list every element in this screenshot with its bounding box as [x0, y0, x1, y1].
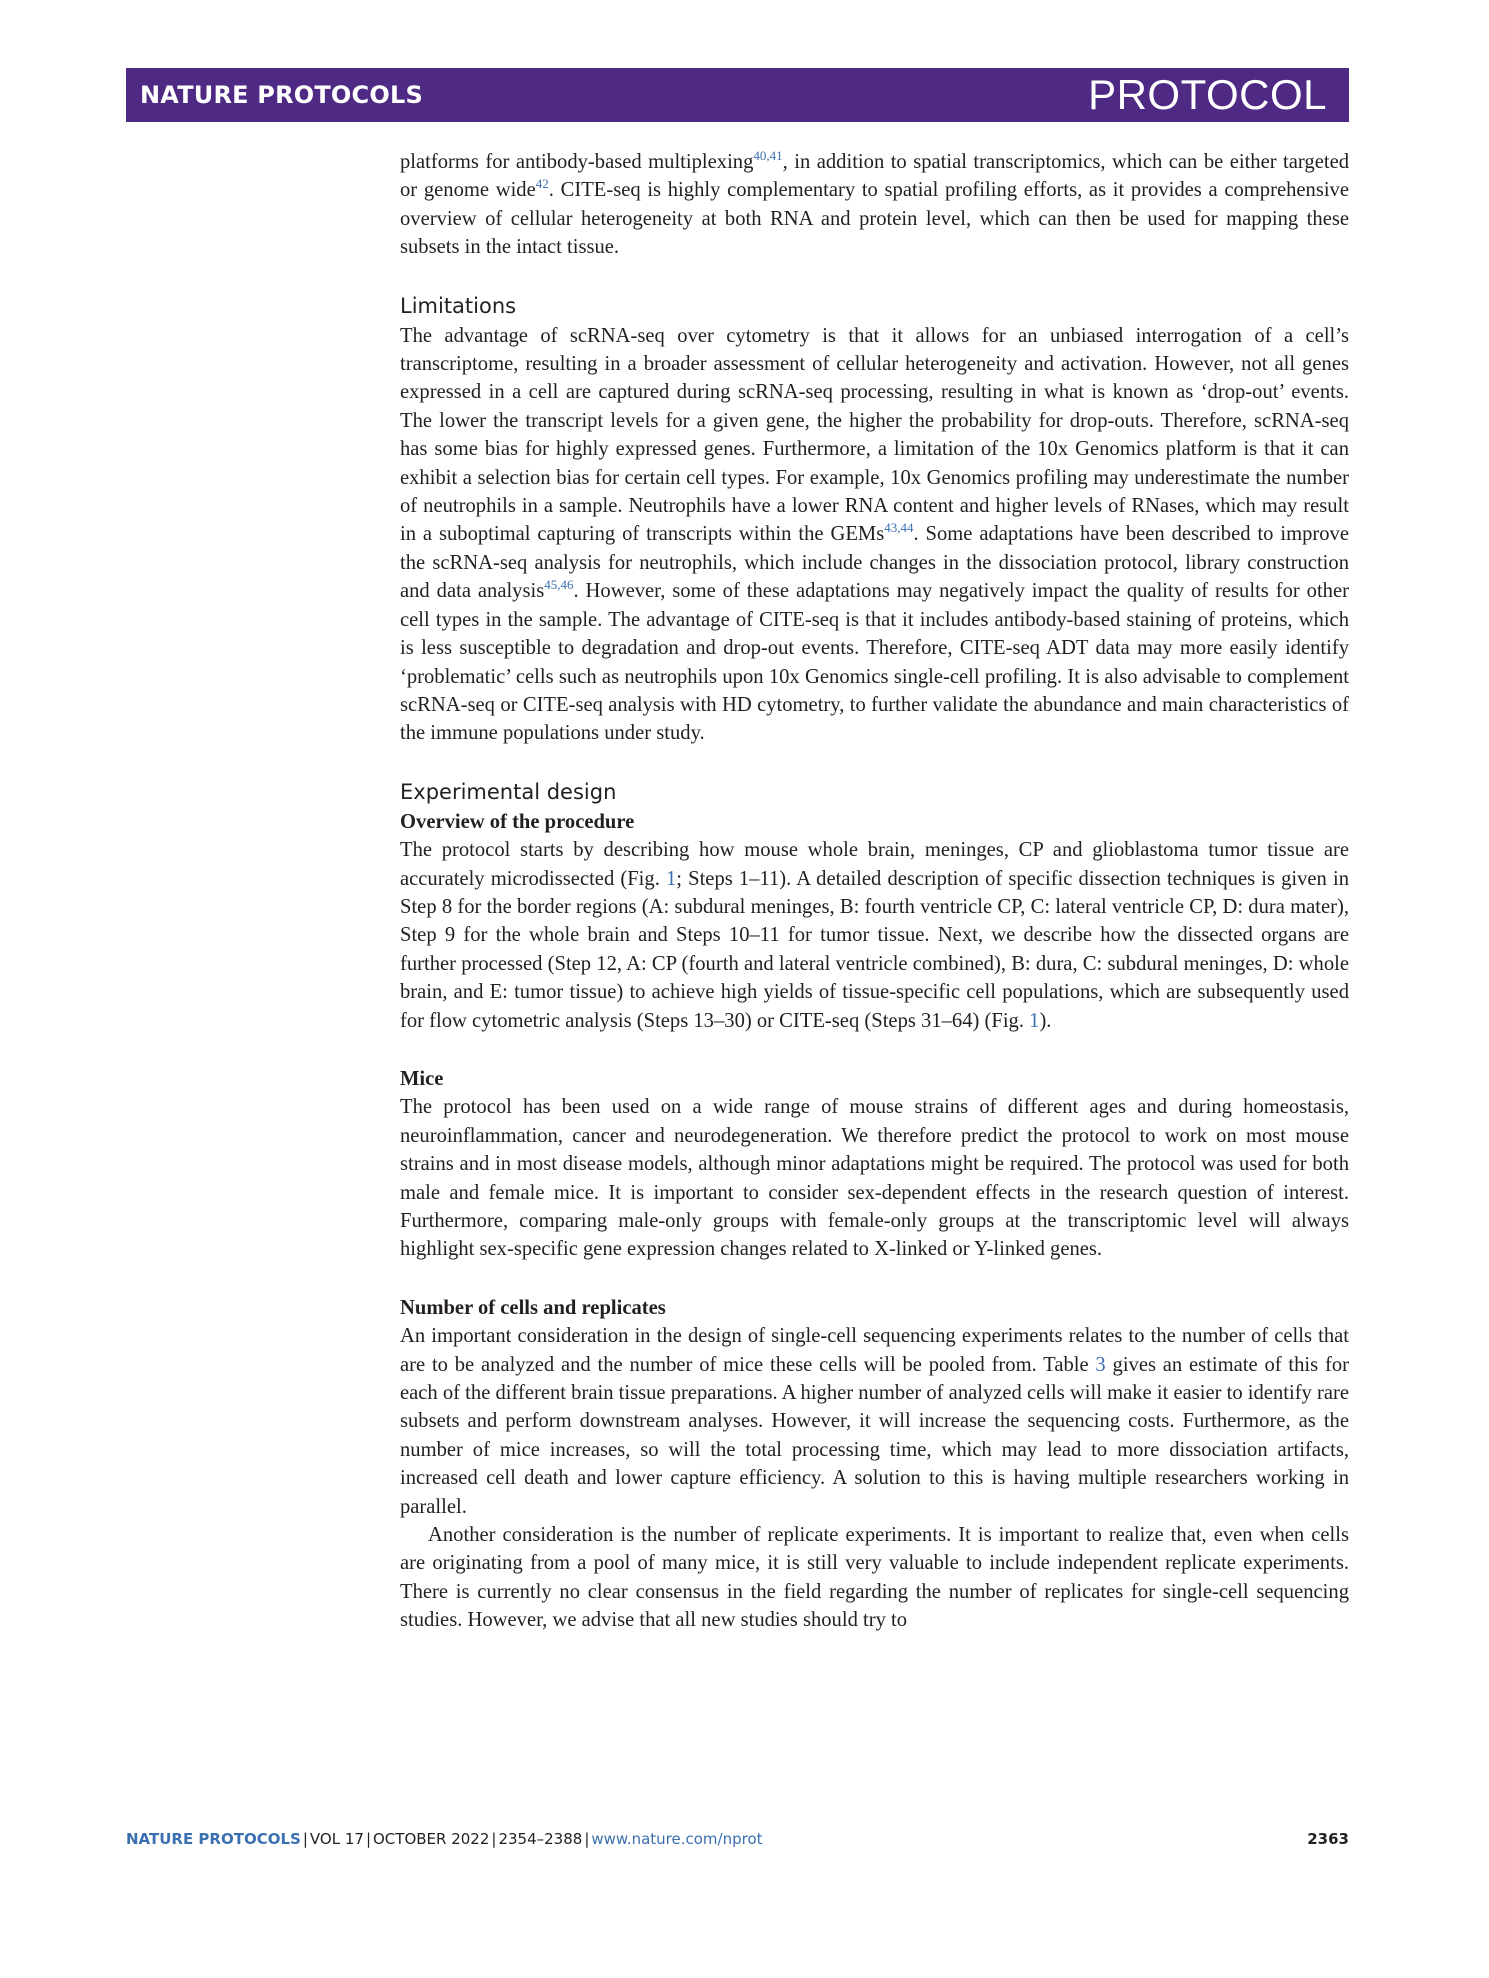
footer-date: OCTOBER 2022	[373, 1830, 490, 1848]
limitations-paragraph: The advantage of scRNA-seq over cytometry is that it allows for an unbiased interrogation of a cell’s transcriptome, resulting in a broader assessment of cellular heterogeneity and activation. However, not all genes expressed in a cell are captured during scRNA-seq processing, resulting in what is known as ‘drop-out’ events. The lower the transcript levels for a given gene, the higher the probability for drop-outs. Therefore, scRNA-seq has some bias for highly expressed genes. Furthermore, a limitation of the 10x Genomics platform is that it can exhibit a selection bias for certain cell types. For example, 10x Genomics profiling may underestimate the number of neutrophils in a sample. Neutrophils have a lower RNA content and higher levels of RNases, which may result in a suboptimal capturing of transcripts within the GEMs$^{43,44}$. Some adaptations have been described to improve the scRNA-seq analysis for neutrophils, which include changes in the dissociation protocol, library construction and data analysis$^{45,46}$. However, some of these adaptations may negatively impact the quality of results for other cell types in the sample. The advantage of CITE-seq is that it includes antibody-based staining of proteins, which is less susceptible to degradation and drop-out events. Therefore, CITE-seq ADT data may more easily identify ‘problematic’ cells such as neutrophils upon 10x Genomics single-cell profiling. It is also advisable to complement scRNA-seq or CITE-seq analysis with HD cytometry, to further validate the abundance and main characteristics of the immune populations under study.	[400, 324, 1349, 745]
figure-link[interactable]: 1	[665, 867, 677, 890]
intro-paragraph: platforms for antibody-based multiplexing$^{40,41}$, in addition to spatial transcriptomics, which can be either targeted or genome wide$^{42}$. CITE-seq is highly complementary to spatial profiling efforts, as it provides a comprehensive overview of cellular heterogeneity at both RNA and protein level, which can then be used for mapping these subsets in the intact tissue.	[400, 148, 1350, 259]
cells-paragraph: An important consideration in the design of single-cell sequencing experiments relates to the number of cells that are to be analyzed and the number of mice these cells will be pooled from. Table 3 gives an estimate of this for each of the different brain tissue preparations. A higher number of analyzed cells will make it easier to identify rare subsets and perform downstream analyses. However, it will increase the sequencing costs. Furthermore, as the number of mice increases, so will the total processing time, which may lead to more dissociation artifacts, increased cell death and lower capture efficiency. A solution to this is having multiple researchers working in parallel.	[400, 1325, 1349, 1518]
header-bar	[126, 68, 1349, 122]
cells-replicates-heading: Number of cells and replicates	[400, 1296, 666, 1319]
citation-ref[interactable]: 45,46	[544, 577, 574, 593]
page-number: 2363	[1307, 1830, 1349, 1848]
experimental-design-heading: Experimental design	[400, 779, 617, 804]
figure-link[interactable]: 1	[1029, 1009, 1040, 1032]
mice-paragraph: The protocol has been used on a wide range of mouse strains of different ages and during homeostasis, neuroinflammation, cancer and neurodegeneration. We therefore predict the protocol to work on most mouse strains and in most disease models, although minor adaptations might be required. The protocol was used for both male and female mice. It is important to consider sex-dependent effects in the research question of interest. Furthermore, comparing male-only groups with female-only groups at the transcriptomic level will always highlight sex-specific gene expression changes related to X-linked or Y-linked genes.	[400, 1096, 1349, 1261]
citation-ref[interactable]: 43,44	[884, 520, 914, 536]
replicates-paragraph: Another consideration is the number of replicate experiments. It is important to realize that, even when cells are originating from a pool of many mice, it is still very valuable to include independent replicate experiments. There is currently no clear consensus in the field regarding the number of replicates for single-cell sequencing studies. However, we advise that all new studies should try to	[400, 1524, 1349, 1632]
footer-journal: NATURE PROTOCOLS	[126, 1830, 301, 1848]
journal-name: NATURE PROTOCOLS	[140, 81, 423, 109]
limitations-heading: Limitations	[400, 293, 517, 318]
footer-url-link[interactable]: www.nature.com/nprot	[591, 1830, 763, 1848]
overview-heading: Overview of the procedure	[400, 810, 635, 833]
page-footer	[126, 1830, 1349, 1854]
table-link[interactable]: 3	[1095, 1353, 1106, 1376]
footer-citation: NATURE PROTOCOLS | VOL 17 | OCTOBER 2022 | 2354–2388 | www.nature.com/nprot	[126, 1830, 763, 1848]
footer-pages: 2354–2388	[498, 1830, 583, 1848]
footer-volume: VOL 17	[309, 1830, 364, 1848]
mice-heading: Mice	[400, 1067, 444, 1090]
article-type: PROTOCOL	[1088, 71, 1327, 118]
overview-paragraph: The protocol starts by describing how mouse whole brain, meninges, CP and glioblastoma tumor tissue are accurately microdissected (Fig. 1; Steps 1–11). A detailed description of specific dissection techniques is given in Step 8 for the border regions (A: subdural meninges, B: fourth ventricle CP, C: lateral ventricle CP, D: dura mater), Step 9 for the whole brain and Steps 10–11 for tumor tissue. Next, we describe how the dissected organs are further processed (Step 12, A: CP (fourth and lateral ventricle combined), B: dura, C: subdural meninges, D: whole brain, and E: tumor tissue) to achieve high yields of tissue-specific cell populations, which are subsequently used for flow cytometric analysis (Steps 13–30) or CITE-seq (Steps 31–64) (Fig. 1).	[400, 839, 1349, 1032]
citation-ref[interactable]: 40,41	[753, 148, 783, 163]
citation-ref[interactable]: 42	[535, 176, 549, 192]
article-body	[400, 148, 1349, 1635]
